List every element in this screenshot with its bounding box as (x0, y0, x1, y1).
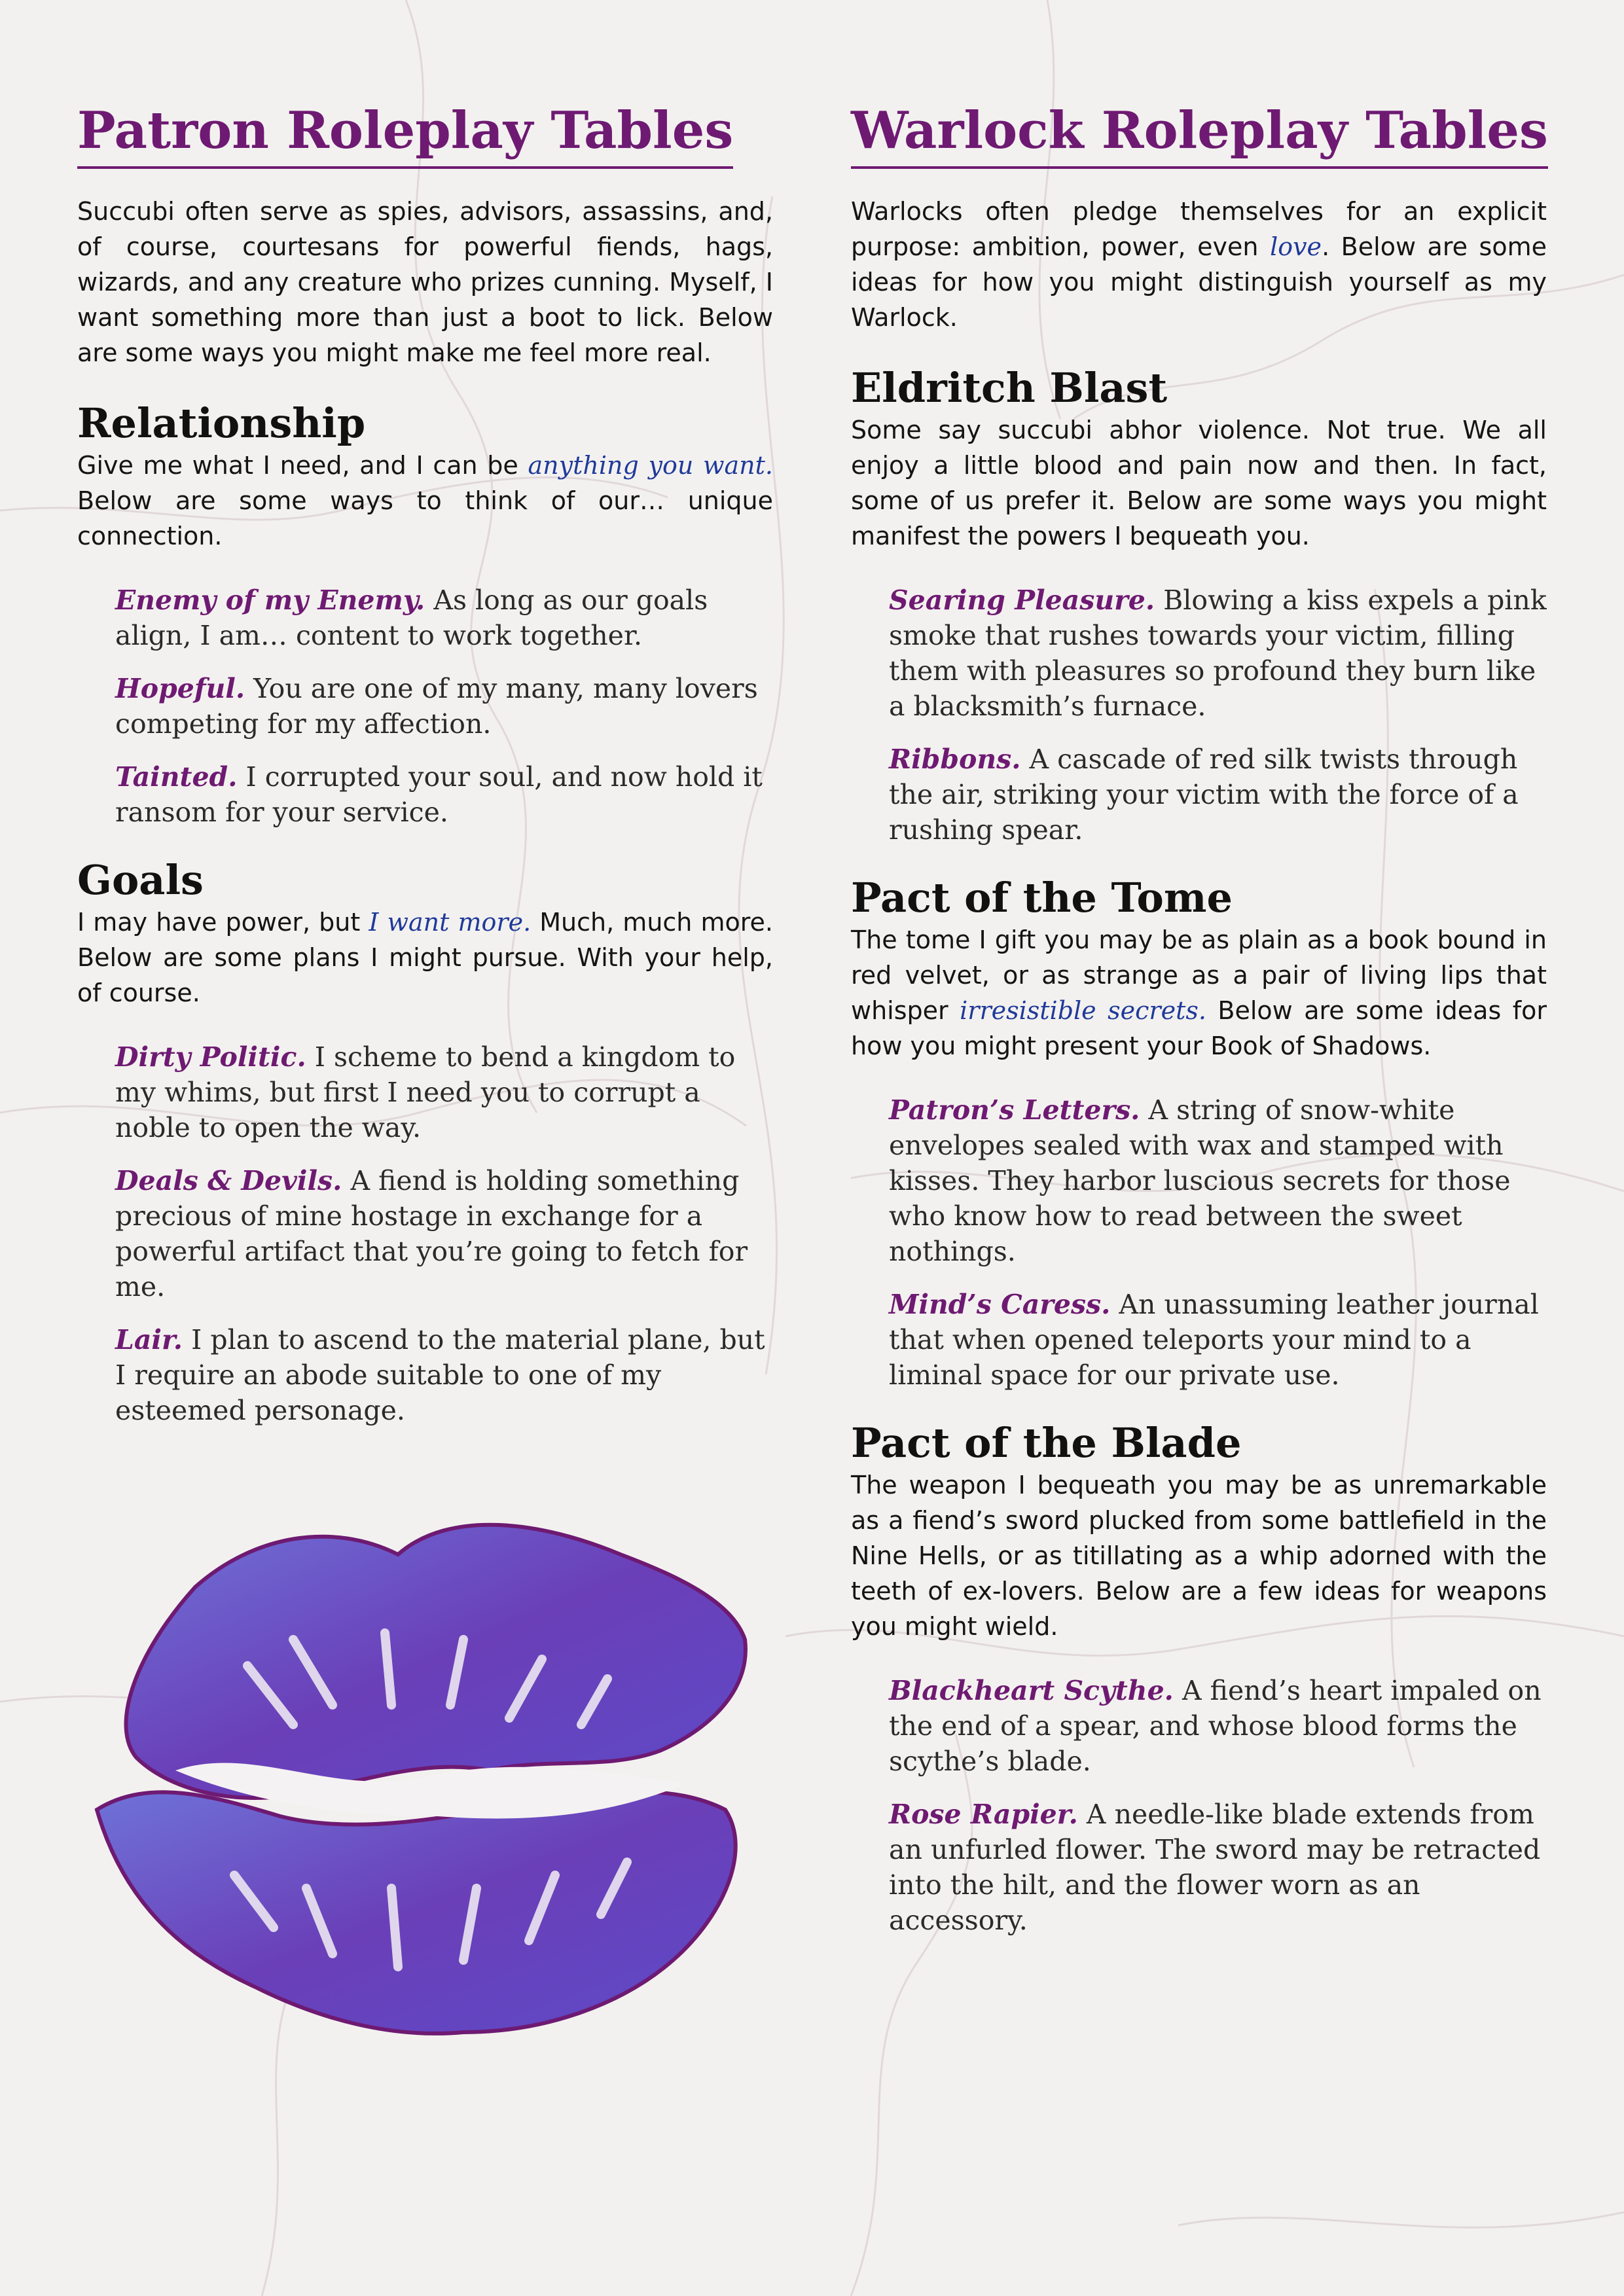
patron-intro: Succubi often serve as spies, advisors, assassins, and, of course, courtesans for powerful fiends, hags, wizards, and any creature who prizes cunning. Myself, I want something more than just a boot to lick. Below are some ways you might make me feel more real. (77, 197, 773, 367)
list-item: Blackheart Scythe. A fiend’s heart impaled on the end of a spear, and whose blood forms the scythe’s blade. (889, 1675, 1542, 1777)
heading-eldritch-blast: Eldritch Blast (851, 364, 1168, 412)
list-item: Mind’s Caress. An unassuming leather journal that when opened teleports your mind to a liminal space for our private use. (889, 1289, 1539, 1391)
list-item: Enemy of my Enemy. As long as our goals align, I am… content to work together. (115, 584, 708, 651)
right-column (851, 98, 1547, 1964)
goals-intro: I may have power, but I want more. Much, much more. Below are some plans I might pursue. With your help, of course. (77, 908, 773, 1007)
eldritch-intro: Some say succubi abhor violence. Not true. We all enjoy a little blood and pain now and then. In fact, some of us prefer it. Below are some ways you might manifest the powers I bequeath you. (851, 416, 1547, 550)
list-item: Ribbons. A cascade of red silk twists through the air, striking your victim with the force of a rushing spear. (889, 744, 1519, 846)
list-item: Hopeful. You are one of my many, many lovers competing for my affection. (115, 673, 758, 740)
blade-list (889, 1673, 1547, 1938)
goals-list (115, 1039, 773, 1428)
heading-pact-of-the-tome: Pact of the Tome (851, 874, 1233, 922)
heading-relationship: Relationship (77, 399, 366, 447)
eldritch-list (889, 583, 1547, 848)
list-item: Dirty Politic. I scheme to bend a kingdom to my whims, but first I need you to corrupt a noble to open the way. (115, 1041, 736, 1143)
blade-intro: The weapon I bequeath you may be as unremarkable as a fiend’s sword plucked from some battlefield in the Nine Hells, or as titillating as a whip adorned with the teeth of ex-lovers. Below are a few ideas for weapons you might wield. (851, 1471, 1547, 1641)
list-item: Patron’s Letters. A string of snow-white envelopes sealed with wax and stamped with kisses. They harbor luscious secrets for those who know how to read between the sweet nothings. (889, 1094, 1511, 1267)
heading-pact-of-the-blade: Pact of the Blade (851, 1419, 1242, 1467)
list-item: Deals & Devils. A fiend is holding something precious of mine hostage in exchange for a powerful artifact that you’re going to fetch for me. (115, 1165, 748, 1302)
list-item: Rose Rapier. A needle-like blade extends from an unfurled flower. The sword may be retracted into the hilt, and the flower worn as an accessory. (889, 1799, 1541, 1936)
list-item: Tainted. I corrupted your soul, and now hold it ransom for your service. (115, 761, 763, 828)
left-column (77, 98, 773, 1454)
relationship-list (115, 583, 773, 830)
heading-goals: Goals (77, 856, 204, 904)
list-item: Lair. I plan to ascend to the material plane, but I require an abode suitable to one of my esteemed personage. (115, 1324, 765, 1426)
warlock-intro: Warlocks often pledge themselves for an explicit purpose: ambition, power, even love. Below are some ideas for how you might distinguish yourself as my Warlock. (851, 197, 1547, 332)
page-title-warlock: Warlock Roleplay Tables (851, 98, 1548, 169)
lips-illustration (84, 1509, 765, 2058)
tome-intro: The tome I gift you may be as plain as a book bound in red velvet, or as strange as a pair of living lips that whisper irresistible secrets. Below are some ideas for how you might present your Book of Shadows. (851, 925, 1547, 1060)
tome-list (889, 1092, 1547, 1393)
page-title-patron: Patron Roleplay Tables (77, 98, 733, 169)
list-item: Searing Pleasure. Blowing a kiss expels a pink smoke that rushes towards your victim, filling them with pleasures so profound they burn like a blacksmith’s furnace. (889, 584, 1547, 722)
relationship-intro: Give me what I need, and I can be anything you want. Below are some ways to think of our… unique connection. (77, 451, 773, 550)
